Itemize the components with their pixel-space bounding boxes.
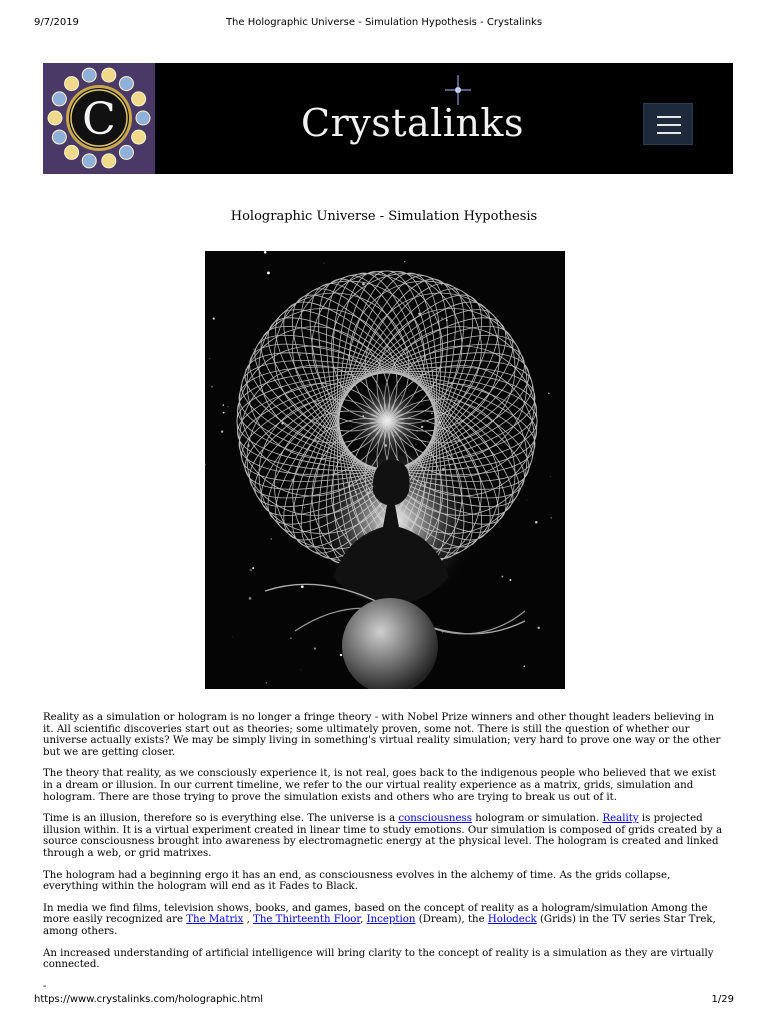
text-span: (Dream), the — [415, 914, 488, 926]
print-title: The Holographic Universe - Simulation Hypothesis - Crystalinks — [225, 17, 543, 28]
logo-emblem-icon — [43, 63, 155, 174]
brand-name[interactable]: Crystalinks — [301, 101, 524, 145]
text-span: hologram or simulation. — [471, 813, 603, 825]
link-inception[interactable]: Inception — [366, 914, 416, 926]
print-footer — [34, 994, 734, 1008]
hamburger-line — [657, 132, 681, 134]
article-body — [43, 712, 723, 1002]
link-the-matrix[interactable]: The Matrix — [186, 914, 244, 926]
paragraph — [43, 813, 723, 859]
paragraph — [43, 903, 723, 938]
text-span: , — [243, 914, 254, 926]
print-page-number: 1/29 — [711, 994, 734, 1005]
logo-letter: C — [82, 94, 116, 145]
paragraph: - — [43, 980, 47, 992]
hologram-meditation-image — [205, 251, 565, 689]
text-span: Time is an illusion, therefore so is everything else. The universe is a — [43, 813, 399, 825]
site-logo[interactable] — [43, 63, 155, 174]
paragraph: Reality as a simulation or hologram is no longer a fringe theory - with Nobel Prize winners and other thought leaders believing in it. All scientific discoveries start out as theories; some ultimately proven, some not. There is still the question of whether our universe actually exists? We may be simply living in something's virtual reality simulation; very hard to prove one way or the other but we are getting closer. — [43, 712, 721, 758]
hamburger-menu-icon — [657, 116, 681, 118]
site-banner — [43, 63, 733, 174]
hamburger-line — [657, 124, 681, 126]
hamburger-menu-button[interactable] — [643, 103, 693, 145]
text-span: is projected illusion within. It is a virtual experiment created in linear time to study emotions. Our simulation is composed of grids created by a source consciousness brought into awareness by electromagnetic energy at the physical level. The hologram is created and linked through a web, or grid matrixes. — [43, 813, 723, 859]
text-span: (Grids) in the TV series Star Trek, among others. — [43, 914, 716, 937]
link-holodeck[interactable]: Holodeck — [487, 914, 537, 926]
paragraph: The hologram had a beginning ergo it has an end, as consciousness evolves in the alchemy of time. As the grids collapse, everything within the hologram will end as it Fades to Black. — [43, 869, 671, 893]
link-the-thirteenth-floor[interactable]: The Thirteenth Floor — [253, 914, 361, 926]
print-date: 9/7/2019 — [34, 17, 79, 28]
text-span: In media we find films, television shows, books, and games, based on the concept of reality as a hologram/simulation Among the more easily recognized are — [43, 902, 708, 926]
link-consciousness[interactable]: consciousness — [398, 813, 472, 825]
print-header — [34, 17, 734, 31]
paragraph: An increased understanding of artificial intelligence will bring clarity to the concept of reality is a simulation as they are virtually connected. — [43, 947, 714, 971]
print-url: https://www.crystalinks.com/holographic.html — [34, 994, 264, 1005]
link-reality[interactable]: Reality — [602, 813, 639, 825]
text-span: , — [360, 914, 367, 926]
page-title: Holographic Universe - Simulation Hypothesis — [230, 209, 538, 224]
paragraph: The theory that reality, as we consciously experience it, is not real, goes back to the indigenous people who believed that we exist in a dream or illusion. In our current timeline, we refer to the our virtual reality experience as a matrix, grids, simulation and hologram. There are those trying to prove the simulation exists and others who are trying to break us out of it. — [43, 768, 716, 803]
hero-image — [205, 251, 565, 689]
